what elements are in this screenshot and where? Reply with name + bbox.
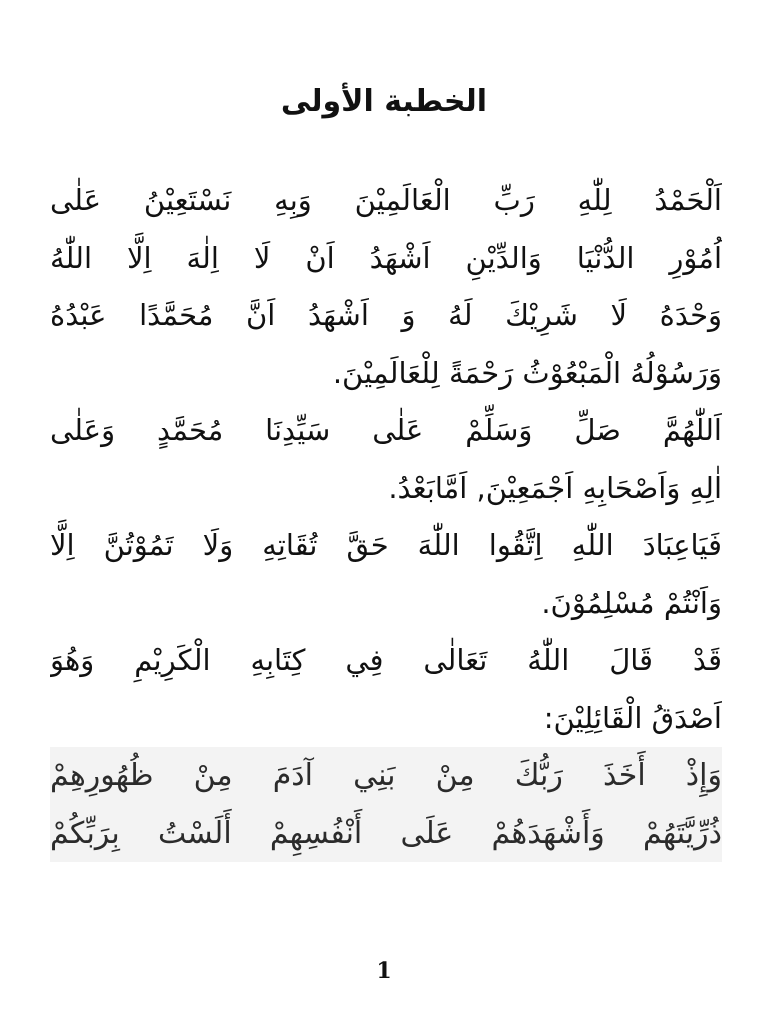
sermon-line-8: وَاَنْتُمْ مُسْلِمُوْنَ. xyxy=(541,585,722,620)
sermon-line-1: اَلْحَمْدُ لِلّٰهِ رَبِّ الْعَالَمِيْنَ وَبِهِ نَسْتَعِيْنُ عَلٰى xyxy=(50,183,722,217)
sermon-line-2: اُمُوْرِ الدُّنْيَا وَالدِّيْنِ اَشْهَدُ اَنْ لَا اِلٰهَ اِلَّا اللّٰهُ xyxy=(50,240,722,275)
page-title: الخطبة الأولى xyxy=(280,84,488,119)
page-number: 1 xyxy=(376,958,392,984)
sermon-line-6: اٰلِهِ وَاَصْحَابِهِ اَجْمَعِيْنَ, اَمَّابَعْدُ. xyxy=(388,470,722,505)
quran-verse-line-2: ذُرِّيَّتَهُمْ وَأَشْهَدَهُمْ عَلَى أَنْفُسِهِمْ أَلَسْتُ بِرَبِّكُمْ xyxy=(50,805,722,863)
sermon-line-4: وَرَسُوْلُهُ الْمَبْعُوْثُ رَحْمَةً لِلْعَالَمِيْنَ. xyxy=(332,355,722,390)
sermon-body xyxy=(50,172,722,862)
sermon-line-10: اَصْدَقُ الْقَائِلِيْنَ: xyxy=(543,700,722,735)
sermon-line-9: قَدْ قَالَ اللّٰهُ تَعَالٰى فِي كِتَابِهِ الْكَرِيْمِ وَهُوَ xyxy=(50,643,722,677)
sermon-line-5: اَللّٰهُمَّ صَلِّ وَسَلِّمْ عَلٰى سَيِّدِنَا مُحَمَّدٍ وَعَلٰى xyxy=(50,413,722,447)
sermon-line-7: فَيَاعِبَادَ اللّٰهِ اِتَّقُوا اللّٰهَ حَقَّ تُقَاتِهِ وَلَا تَمُوْتُنَّ اِلَّا xyxy=(50,528,722,562)
quran-verse-line-1: وَإِذْ أَخَذَ رَبُّكَ مِنْ بَنِي آدَمَ مِنْ ظُهُورِهِمْ xyxy=(50,747,722,805)
sermon-line-3: وَحْدَهُ لَا شَرِيْكَ لَهُ وَ اَشْهَدُ اَنَّ مُحَمَّدًا عَبْدُهُ xyxy=(50,298,722,332)
